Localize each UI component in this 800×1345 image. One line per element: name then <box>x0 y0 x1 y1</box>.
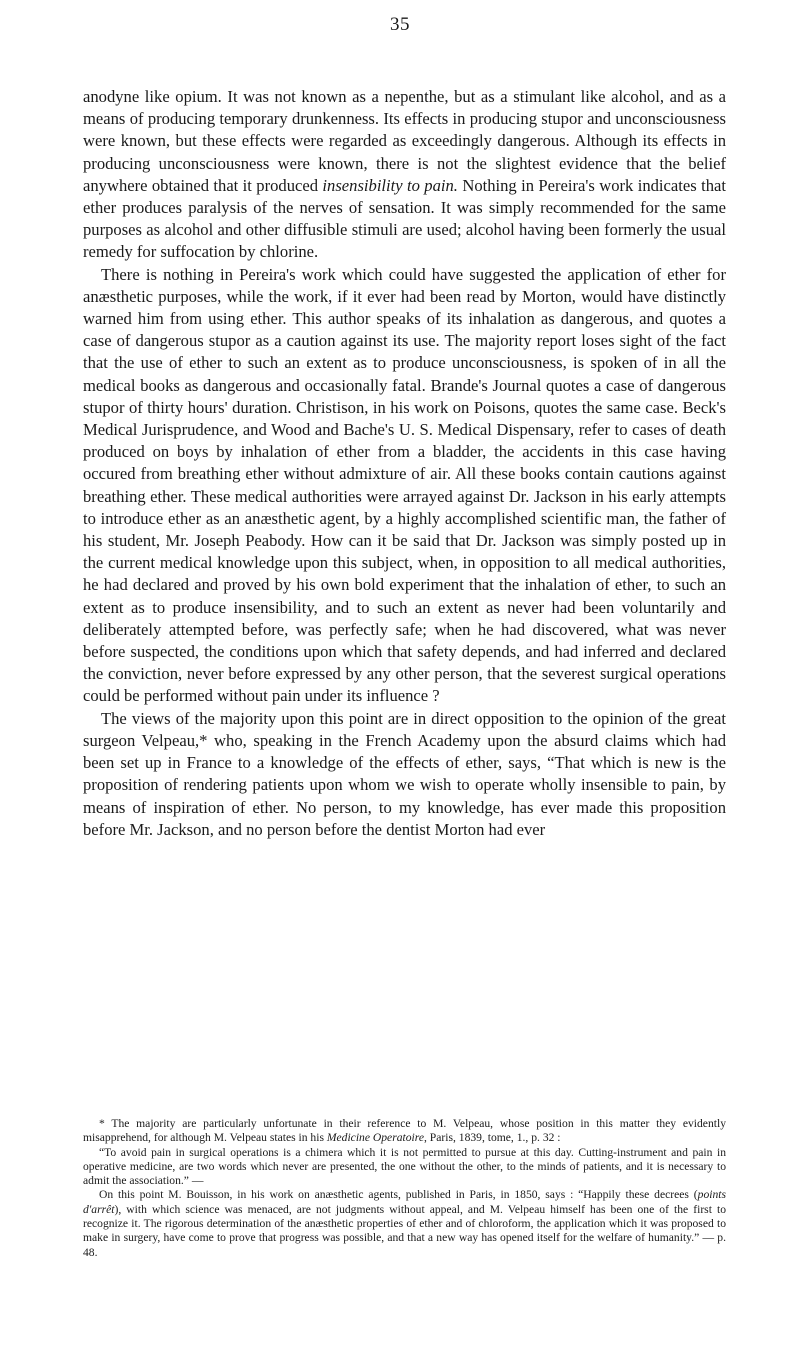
footnote-1-book-title: Medicine Operatoire <box>326 1131 424 1145</box>
footnote-1 <box>83 1117 726 1146</box>
footnotes <box>83 1117 726 1260</box>
paragraph-1 <box>83 86 726 264</box>
footnote-quote-velpeau: “To avoid pain in surgical operations is a chimera which it is not permitted to pursue at this day. Cutting-instrument and pain in operative medicine, are two words which never are presented, the one without the other, to the minds of patients, and it is necessary to admit the association.” — <box>83 1145 726 1188</box>
paragraph-1-text-c: Nothing in Pereira's work indicates that ether produces paralysis of the nerves of sensation. It was simply recommended for the same purposes as alcohol and other diffusible stimuli are used; alcohol having been formerly the usual remedy for suffocation by chlorine. <box>83 175 726 262</box>
footnote-1-text-a: * The majority are particularly unfortunate in their reference to M. Velpeau, whose position in this matter they evidently misapprehend, for although M. Velpeau states in his <box>83 1117 726 1145</box>
footnote-quote-bouisson <box>83 1188 726 1259</box>
main-text <box>83 86 726 841</box>
footnote-1-text-c: , Paris, 1839, tome, 1., p. 32 : <box>423 1131 561 1145</box>
footnote-3-text-a: On this point M. Bouisson, in his work on anæsthetic agents, published in Paris, in 1850, says : “Happily these decrees ( <box>99 1188 698 1202</box>
paragraph-1-emphasis: insensibility to pain. <box>322 175 458 195</box>
footnote-3-text-c: ), with which science was menaced, are not judgments without appeal, and M. Velpeau himself has been one of the first to recognize it. The rigorous determination of the anæsthetic properties of ether and of chloroform, the application which it was proposed to make in surgery, have come to prove that progress was possible, and that a new way has opened itself for the welfare of humanity.” — p. 48. <box>83 1202 726 1259</box>
page-number: 35 <box>390 14 410 35</box>
paragraph-2: There is nothing in Pereira's work which could have suggested the application of ether for anæsthetic purposes, while the work, if it ever had been read by Morton, would have distinctly warned him from using ether. This author speaks of its inhalation as dangerous, and quotes a case of dangerous stupor as a caution against its use. The majority report loses sight of the fact that the use of ether to such an extent as to produce unconsciousness, is spoken of in all the medical books as dangerous and occasionally fatal. Brande's Journal quotes a case of dangerous stupor of thirty hours' duration. Christison, in his work on Poisons, quotes the same case. Beck's Medical Jurisprudence, and Wood and Bache's U. S. Medical Dispensary, refer to cases of death produced on boys by inhalation of ether from a bladder, the accidents in this case having occured from breathing ether without admixture of air. All these books contain cautions against breathing ether. These medical authorities were arrayed against Dr. Jackson in his early attempts to introduce ether as an anæsthetic agent, by a highly accomplished scientific man, the father of his student, Mr. Joseph Peabody. How can it be said that Dr. Jackson was simply posted up in the current medical knowledge upon this subject, when, in opposition to all medical authorities, he had declared and proved by his own bold experiment that the inhalation of ether, to such an extent as to produce insensibility, and to such an extent as never had been voluntarily and deliberately attempted before, was perfectly safe; when he had discovered, what was never before suspected, the conditions upon which that safety depends, and had inferred and declared the conviction, never before expressed by any other person, that the severest surgical operations could be performed without pain under its influence ? <box>83 264 726 706</box>
paragraph-3: The views of the majority upon this point are in direct opposition to the opinion of the great surgeon Velpeau,* who, speaking in the French Academy upon the absurd claims which had been set up in France to a knowledge of the effects of ether, says, “That which is new is the proposition of rendering patients upon whom we wish to operate wholly insensible to pain, by means of inspiration of ether. No person, to my knowledge, has ever made this proposition before Mr. Jackson, and no person before the dentist Morton had ever <box>83 708 726 839</box>
paragraph-1-text-a: anodyne like opium. It was not known as a nepenthe, but as a stimulant like alcohol, and as a means of producing temporary drunkenness. Its effects in producing stupor and unconsciousness were known, but these effects were regarded as exceedingly dangerous. Although its effects in producing unconsciousness were known, there is not the slightest evidence that the belief anywhere obtained that it produced <box>83 87 726 195</box>
footnote-3-emphasis: points d'arrêt <box>83 1188 726 1216</box>
